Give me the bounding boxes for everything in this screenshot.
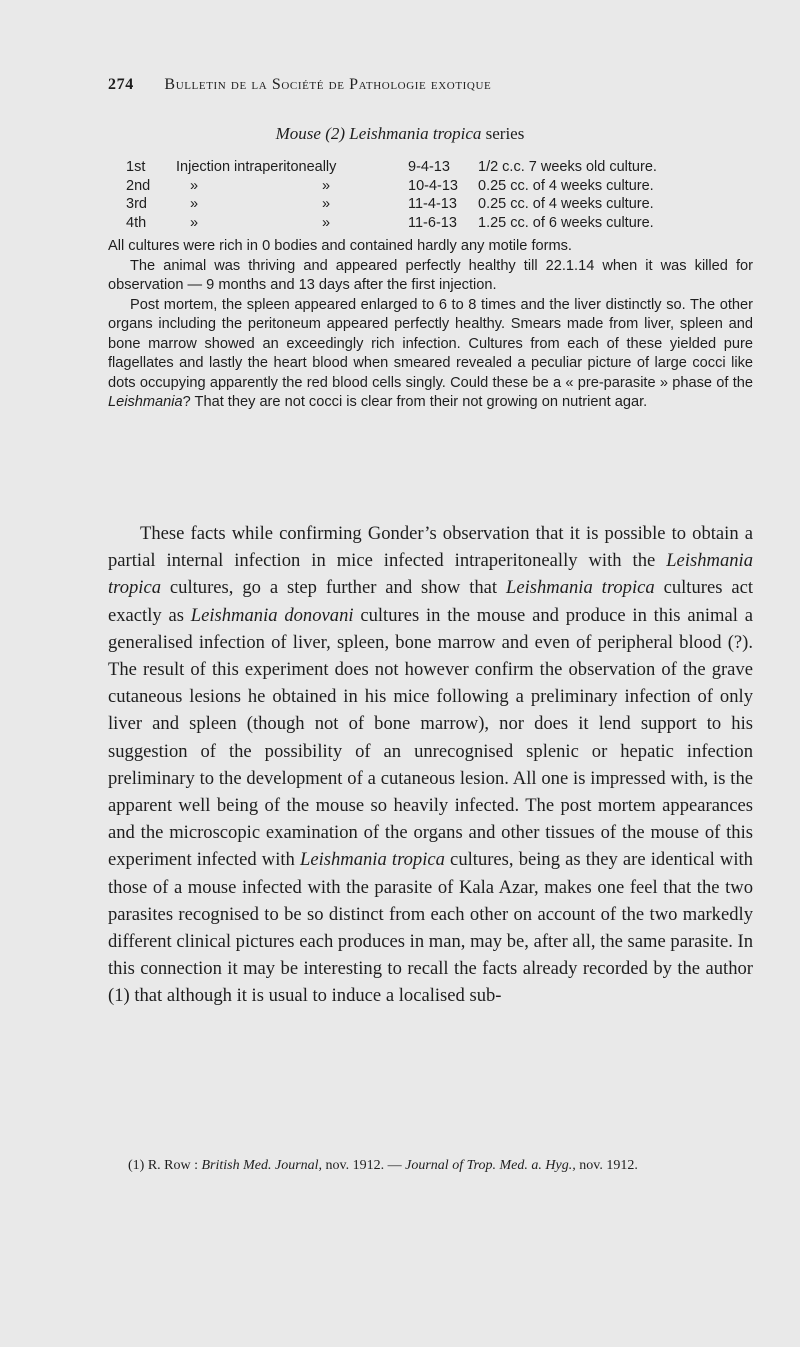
injection-ditto: »	[322, 177, 331, 194]
post-mortem-text-end: ? That they are not cocci is clear from their not growing on nutrient agar.	[182, 394, 648, 410]
injection-row	[126, 214, 657, 233]
injection-ordinal: 3rd	[126, 196, 147, 212]
injection-row	[126, 177, 657, 196]
injection-ditto: »	[322, 214, 331, 231]
injection-ordinal: 1st	[126, 159, 146, 175]
footnote	[108, 1155, 753, 1176]
body-run: cultures in the mouse and produce in this animal a generalised infection of liver, spleen, bone marrow and even of peripheral blood (?). The result of this experiment does not however confirm the observation of the grave cutaneous lesions he obtained in his mice following a preliminary infection of only liver and spleen (though not of bone marrow), nor does it lend support to his suggestion of the possibility of an unrecognised splenic or hepatic infection preliminary to the development of a cutaneous lesion. All one is impressed with, is the apparent well being of the mouse so heavily infected. The post mortem appearances and the microscopic examination of the organs and other tissues of the mouse of this experiment infected with	[108, 604, 753, 871]
footnote-text	[108, 1155, 753, 1176]
injection-row	[126, 195, 657, 214]
injection-date: 11-4-13	[408, 196, 457, 212]
injection-dose: 1.25 cc. of 6 weeks culture.	[478, 214, 654, 231]
body-run: cultures, go a step further and show that	[161, 577, 506, 599]
series-species: Leishmania tropica	[349, 124, 482, 143]
experiment-notes	[108, 237, 753, 413]
note-animal: The animal was thriving and appeared perfectly healthy till 22.1.14 when it was killed for observation — 9 months and 13 days after the first injection.	[108, 257, 753, 293]
series-title	[0, 124, 800, 144]
injection-row	[126, 158, 657, 177]
footnote-journal: British Med. Journal,	[201, 1158, 323, 1173]
injection-date: 11-6-13	[408, 214, 457, 231]
injection-date: 9-4-13	[408, 159, 450, 175]
species-name: Leishmania tropica	[299, 849, 445, 871]
series-suffix: series	[485, 124, 525, 143]
page-number: 274	[108, 76, 134, 93]
running-header	[108, 76, 708, 94]
injection-route: Injection intraperitoneally	[176, 159, 337, 175]
species-name: Leishmania tropica	[505, 577, 655, 599]
injection-ordinal: 4th	[126, 214, 147, 231]
footnote-run: (1) R. Row :	[128, 1158, 202, 1173]
journal-title: Bulletin de la Société de Pathologie exotique	[164, 76, 492, 93]
injection-ditto: »	[190, 214, 199, 231]
post-mortem-text: Post mortem, the spleen appeared enlarged to 6 to 8 times and the liver distinctly so. The other organs including the peritoneum appeared perfectly healthy. Smears made from liver, spleen and bone marrow showed an exceedingly rich infection. Cultures from each of these yielded pure flagellates and lastly the heart blood when smeared revealed a peculiar picture of large cocci like dots occupying apparently the red blood cells singly. Could these be a « pre-parasite » phase of the	[108, 296, 753, 391]
injection-dose: 0.25 cc. of 4 weeks culture.	[478, 177, 654, 194]
injection-ditto: »	[322, 196, 331, 212]
note-cultures: All cultures were rich in 0 bodies and contained hardly any motile forms.	[108, 238, 572, 254]
species-name: Leishmania donovani	[190, 604, 354, 626]
body-text	[108, 520, 753, 1010]
body-run: These facts while confirming Gonder’s observation that it is possible to obtain a partial internal infection in mice infected intraperitoneally with the	[108, 523, 753, 572]
footnote-run: nov. 1912. —	[322, 1158, 406, 1173]
series-prefix: Mouse (2)	[275, 124, 346, 143]
injection-dose: 1/2 c.c. 7 weeks old culture.	[478, 159, 657, 175]
injection-ordinal: 2nd	[126, 177, 151, 194]
post-mortem-italic: Leishmania	[108, 394, 183, 410]
injection-table	[126, 158, 657, 232]
injection-ditto: »	[190, 196, 199, 212]
footnote-run: nov. 1912.	[575, 1158, 638, 1173]
body-paragraph	[108, 520, 753, 1010]
injection-ditto: »	[190, 177, 199, 194]
injection-dose: 0.25 cc. of 4 weeks culture.	[478, 196, 654, 212]
footnote-journal: Journal of Trop. Med. a. Hyg.,	[405, 1158, 576, 1173]
note-post-mortem	[108, 296, 753, 413]
body-run: cultures act exactly as	[108, 577, 754, 626]
species-name: Leishmania tropica	[108, 550, 753, 599]
injection-date: 10-4-13	[408, 177, 458, 194]
body-run: cultures, being as they are identical with those of a mouse infected with the parasite of Kala Azar, makes one feel that the two parasites recognised to be so distinct from each other on account of the two markedly different clinical pictures each produces in man, may be, after all, the same parasite. In this connection it may be interesting to recall the facts already recorded by the author (1) that although it is usual to induce a localised sub-	[108, 849, 753, 1007]
